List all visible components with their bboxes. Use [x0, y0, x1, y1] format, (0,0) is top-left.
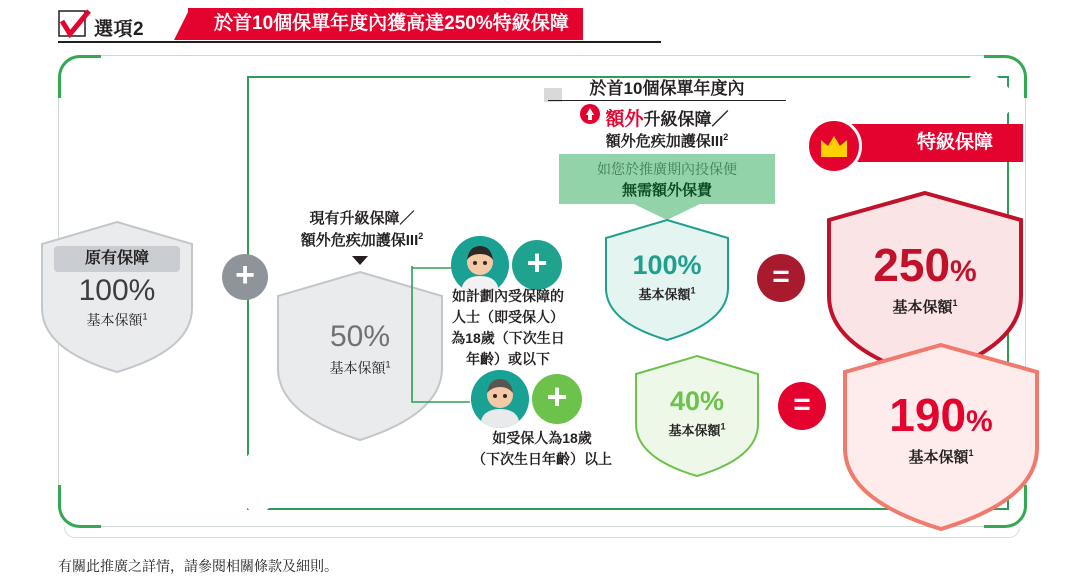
result-250-sub: 基本保額$^1$: [892, 298, 958, 316]
branch-top-condition: 如計劃內受保障的 人士（即受保人） 為18歲（下次生日 年齡）或以下: [451, 288, 565, 367]
branch-bottom-sub: 基本保額$^1$: [668, 421, 726, 438]
extra-upgrade-line2: 額外危疾加護保III$^2$: [605, 132, 729, 150]
original-sub: 基本保額$^1$: [86, 311, 148, 328]
result-190-percent: 190%: [889, 389, 993, 441]
result-190-sub: 基本保額$^1$: [908, 448, 974, 466]
existing-percent: 50%: [329, 320, 391, 353]
plus-operator-branch-top: +: [512, 240, 562, 290]
top-heading: 於首10個保單年度內: [548, 74, 786, 101]
shield-result-190: [838, 340, 1044, 534]
original-cap-label: 原有保障: [54, 246, 180, 272]
equals-operator-top: =: [757, 254, 805, 302]
equals-operator-bottom: =: [778, 382, 826, 430]
footnote: 有關此推廣之詳情，請參閱相關條款及細則。: [58, 558, 338, 574]
branch-bottom-condition: 如受保人為18歲 （下次生日年齡）以上: [472, 430, 612, 467]
shield-branch-bottom-value: [630, 352, 764, 480]
existing-sub: 基本保額$^1$: [329, 359, 391, 376]
header-banner: 於首10個保單年度內獲高達250%特級保障: [188, 8, 583, 40]
option-label: 選項2: [94, 19, 145, 40]
result-250-percent: 250%: [873, 239, 977, 291]
promo-line1: 如您於推廣期內投保便: [597, 161, 737, 177]
adult-avatar-icon: [471, 370, 529, 428]
existing-upgrade-title: 現有升級保障／ 額外危疾加護保III$^2$: [300, 210, 424, 249]
original-percent: 100%: [78, 274, 156, 307]
extra-upgrade-line: 額外升級保障／: [605, 109, 729, 130]
branch-top-percent: 100%: [632, 250, 702, 280]
premium-protection-banner: [845, 124, 1023, 162]
branch-bottom-percent: 40%: [669, 386, 725, 416]
premium-protection-label: 特級保障: [916, 132, 993, 153]
branch-top-sub: 基本保額$^1$: [638, 285, 696, 302]
promo-box: [559, 154, 775, 204]
plus-operator-branch-bottom: +: [532, 374, 582, 424]
plus-operator-grey: +: [222, 254, 268, 300]
shield-branch-top-value: [600, 216, 734, 344]
promo-line2: 無需額外保費: [621, 182, 712, 199]
crown-icon: [806, 118, 862, 174]
